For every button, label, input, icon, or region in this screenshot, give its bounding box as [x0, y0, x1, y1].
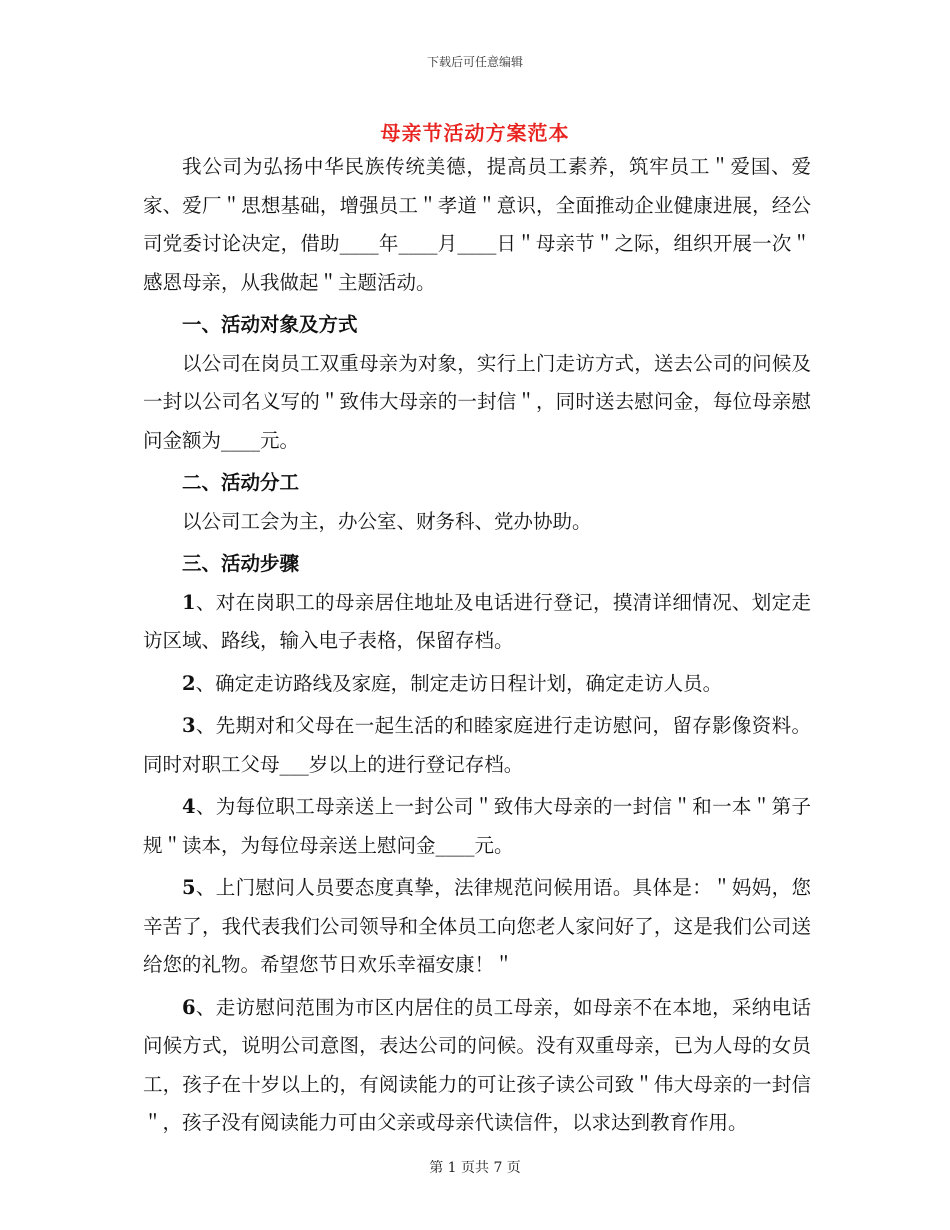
step-number: 5	[182, 876, 196, 899]
section-heading-3: 三、活动步骤	[182, 552, 300, 575]
step-text: 、先期对和父母在一起生活的和睦家庭进行走访慰问，留存影像资料。同时对职工父母___岁以上的进行登记存档。	[143, 714, 811, 776]
step-number: 4	[182, 795, 196, 818]
page-footer: 第 1 页共 7 页	[429, 1160, 521, 1176]
intro-paragraph: 我公司为弘扬中华民族传统美德，提高员工素养，筑牢员工＂爱国、爱家、爱厂＂思想基础，增强员工＂孝道＂意识，全面推动企业健康进展，经公司党委讨论决定，借助____年____月____日＂母亲节＂之际，组织开展一次＂感恩母亲，从我做起＂主题活动。	[143, 155, 811, 294]
step-number: 6	[182, 995, 196, 1019]
section-body-1: 以公司在岗员工双重母亲为对象，实行上门走访方式，送去公司的问候及一封以公司名义写的＂致伟大母亲的一封信＂，同时送去慰问金，每位母亲慰问金额为____元。	[143, 351, 811, 452]
step-number: 1	[182, 590, 196, 614]
step-number: 2	[182, 671, 196, 695]
step-item	[143, 707, 811, 784]
step-item	[143, 584, 811, 661]
section-heading-2: 二、活动分工	[182, 471, 300, 494]
header-note: 下载后可任意编辑	[426, 55, 523, 69]
step-item	[143, 989, 811, 1143]
step-item	[143, 665, 811, 704]
step-text: 、确定走访路线及家庭，制定走访日程计划，确定走访人员。	[195, 671, 723, 695]
document-body	[143, 148, 811, 1143]
section-body-2: 以公司工会为主，办公室、财务科、党办协助。	[182, 509, 592, 533]
document-title: 母亲节活动方案范本	[380, 121, 570, 145]
step-text: 、对在岗职工的母亲居住地址及电话进行登记，摸清详细情况、划定走访区域、路线，输入电子表格，保留存档。	[143, 590, 811, 652]
step-text: 、上门慰问人员要态度真挚，法律规范问候用语。具体是：＂妈妈，您辛苦了，我代表我们公司领导和全体员工向您老人家问好了，这是我们公司送给您的礼物。希望您节日欢乐幸福安康！＂	[143, 876, 811, 976]
section-heading-1: 一、活动对象及方式	[182, 313, 358, 336]
step-number: 3	[182, 714, 196, 737]
step-text: 、走访慰问范围为市区内居住的员工母亲，如母亲不在本地，采纳电话问候方式，说明公司意图，表达公司的问候。没有双重母亲，已为人母的女员工，孩子在十岁以上的，有阅读能力的可让孩子读公司致＂伟大母亲的一封信＂，孩子没有阅读能力可由父亲或母亲代读信件，以求达到教育作用。	[143, 995, 811, 1134]
step-item	[143, 788, 811, 865]
step-text: 、为每位职工母亲送上一封公司＂致伟大母亲的一封信＂和一本＂第子规＂读本，为每位母亲送上慰问金____元。	[143, 795, 811, 857]
step-item	[143, 869, 811, 985]
